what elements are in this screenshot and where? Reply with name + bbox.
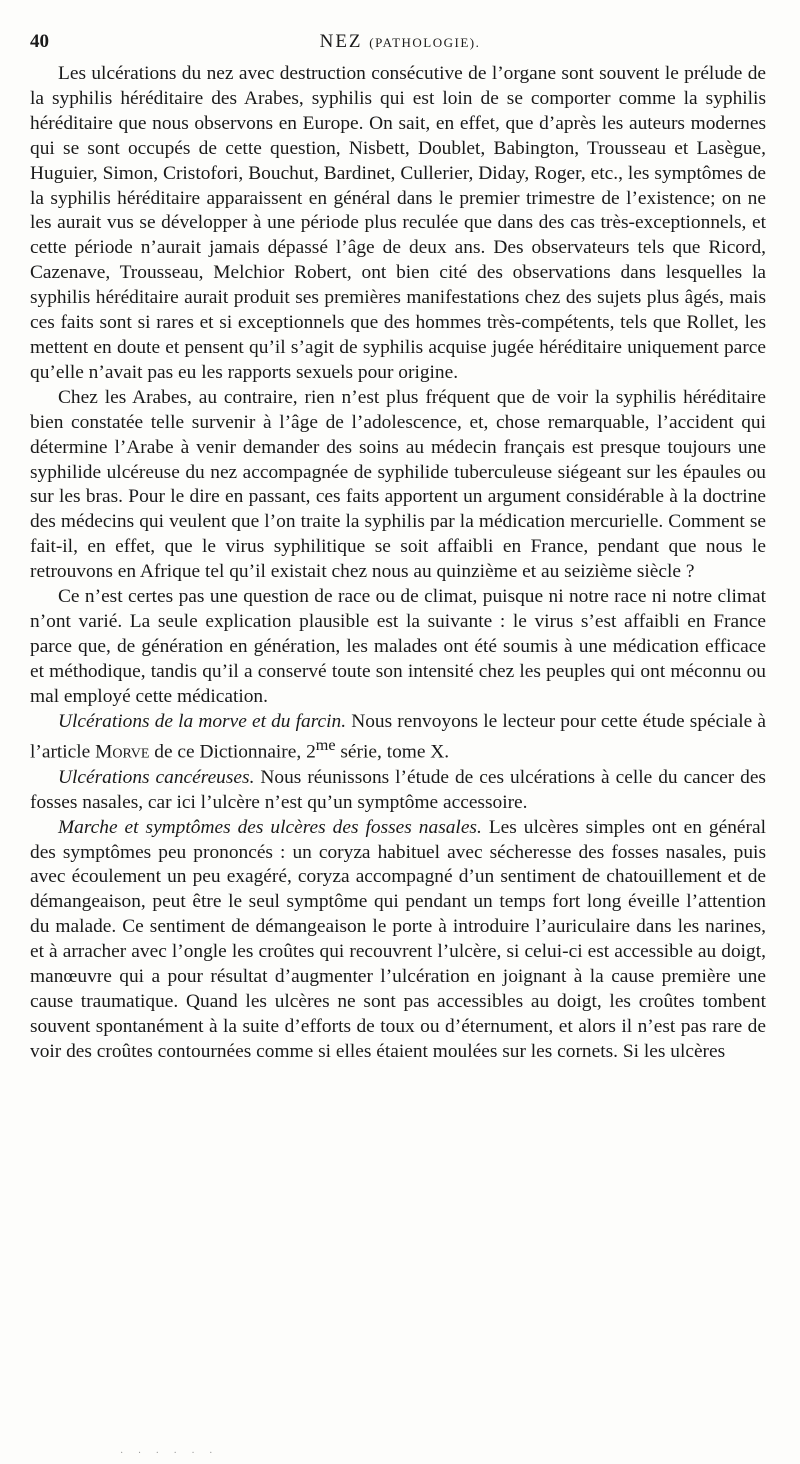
- paragraph-cancereuses-text: Nous réunissons l’étude de ces ulcérations à celle du cancer des fosses nasales, car ici l’ulcère n’est qu’un symptôme accessoire.: [30, 766, 766, 813]
- section-title-cancereuses: Ulcérations cancéreuses.: [58, 766, 255, 788]
- page-number: 40: [30, 31, 49, 52]
- paragraph-morve-text-a: Nous renvoyons le lecteur pour cette étude spéciale à l’article: [30, 710, 766, 763]
- paragraph-marche-text: Les ulcères simples ont en général des symptômes peu prononcés : un coryza habituel avec sécheresse des fosses nasales, puis avec écoulement un peu exagéré, coryza accompagné d’un sentiment de chatouillement et de démangeaison, peut être le seul symptôme qui pendant un temps fort long éveille l’attention du malade. Ce sentiment de démangeaison le porte à introduire l’auriculaire dans les narines, et à arracher avec l’ongle les croûtes qui recouvrent l’ulcère, si celui-ci est accessible au doigt, manœuvre qui a pour résultat d’augmenter l’ulcération en joignant à la cause première une cause traumatique. Quand les ulcères ne sont pas accessibles au doigt, les croûtes tombent souvent spontanément à la suite d’efforts de toux ou d’éternument, et alors il n’est pas rare de voir des croûtes contournées comme si elles étaient moulées sur les cornets. Si les ulcères: [30, 816, 766, 1062]
- section-title-morve: Ulcérations de la morve et du farcin.: [58, 710, 347, 732]
- cross-reference-morve: Morve: [95, 741, 150, 763]
- paragraph-syphilis-arabes: Les ulcérations du nez avec destruction consécutive de l’organe sont souvent le prélude de la syphilis héréditaire des Arabes, syphilis qui est loin de se comporter comme la syphilis héréditaire que nous observons en Europe. On sait, en effet, que d’après les auteurs modernes qui se sont occupés de cette question, Nisbett, Doublet, Babington, Trousseau et Lasègue, Huguier, Simon, Cristofori, Bouchut, Bardinet, Cullerier, Diday, Roger, etc., les symptômes de la syphilis héréditaire apparaissent en général dans le premier trimestre de l’existence; on ne les aurait vus se développer à une période plus reculée que dans des cas très-exceptionnels, et cette période n’aurait jamais dépassé l’âge de deux ans. Des observateurs tels que Ricord, Cazenave, Trousseau, Melchior Robert, ont bien cité des observations dans lesquelles la syphilis héréditaire aurait produit ses premières manifestations chez des sujets plus âgés, mais ces faits sont si rares et si exceptionnels que des hommes très-compétents, tels que Rollet, les mettent en doute et pensent qu’il s’agit de syphilis acquise jugée héréditaire uniquement parce qu’elle n’avait pas eu les rapports sexuels pour origine.: [30, 63, 766, 383]
- running-head: [30, 30, 770, 54]
- paragraph-morve-text-b: de ce Dictionnaire, 2: [154, 741, 316, 763]
- paragraph-race-climat: Ce n’est certes pas une question de race ou de climat, puisque ni notre race ni notre climat n’ont varié. La seule explication plausible est la suivante : le virus s’est affaibli en France parce que, de génération en génération, les malades ont été soumis à une médication efficace et méthodique, tandis qu’il a conservé toute son intensité chez les peuples qui ont méconnu ou mal employé cette médication.: [30, 586, 766, 707]
- section-title-marche: Marche et symptômes des ulcères des fosses nasales.: [58, 816, 482, 838]
- running-title-subtitle: (PATHOLOGIE).: [369, 35, 481, 50]
- paragraph-morve-text-c: série, tome X.: [340, 741, 450, 763]
- running-title: [30, 30, 770, 55]
- running-title-main: NEZ: [319, 31, 363, 52]
- print-smudge-marks: · · · · · ·: [120, 1448, 219, 1459]
- superscript-me: me: [315, 737, 336, 755]
- body-text: [30, 62, 766, 1065]
- paragraph-ulcerations-cancereuses: [30, 766, 766, 816]
- paragraph-chez-les-arabes: Chez les Arabes, au contraire, rien n’est plus fréquent que de voir la syphilis héréditaire bien constatée telle survenir à l’âge de l’adolescence, et, chose remarquable, l’accident qui détermine l’Arabe à venir demander des soins au médecin français est presque toujours une syphilide ulcéreuse du nez accompagnée de syphilide tuberculeuse siégeant sur les épaules ou sur les bras. Pour le dire en passant, ces faits apportent un argument considérable à la doctrine des médecins qui veulent que l’on traite la syphilis par la médication mercurielle. Comment se fait-il, en effet, que le virus syphilitique se soit affaibli en France, pendant que nous le retrouvons en Afrique tel qu’il existait chez nous au quinzième et au seizième siècle ?: [30, 386, 766, 583]
- paragraph-morve-farcin: [30, 710, 766, 766]
- paragraph-marche-symptomes: [30, 816, 766, 1065]
